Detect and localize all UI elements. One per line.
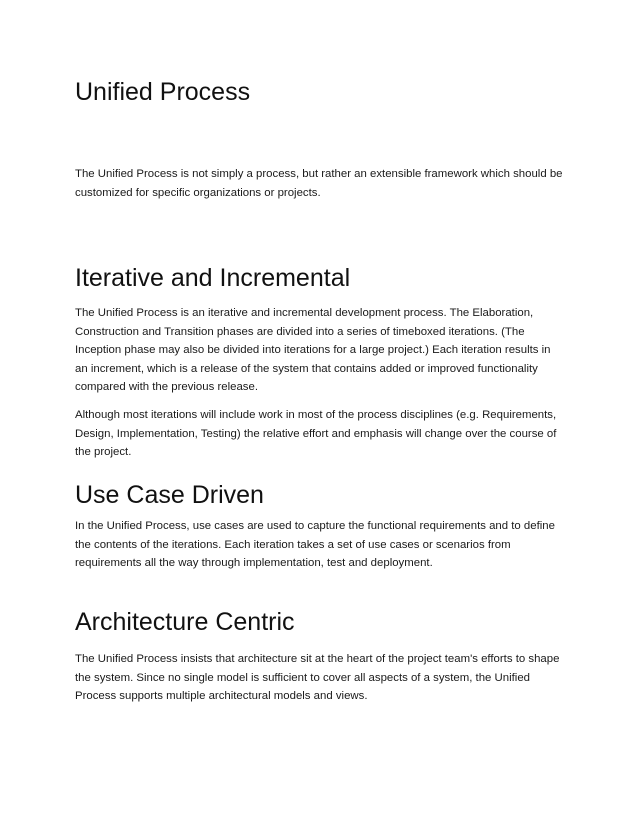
paragraph-iterative-incremental-2: Although most iterations will include work in most of the process disciplines (e.g. Requirements, Design, Implementation, Testing) the relative effort and emphasis will change over the course of the project. [75, 409, 557, 458]
heading-architecture-centric: Architecture Centric [75, 608, 295, 636]
paragraph-use-case-driven: In the Unified Process, use cases are used to capture the functional requirements and to define the contents of the iterations. Each iteration takes a set of use cases or scenarios from requirements all the way through implementation, test and deployment. [75, 520, 555, 569]
heading-unified-process: Unified Process [75, 78, 251, 106]
paragraph-architecture-centric: The Unified Process insists that architecture sit at the heart of the project team's efforts to shape the system. Since no single model is sufficient to cover all aspects of a system, the Unified Process supports multiple architectural models and views. [75, 653, 560, 702]
paragraph-iterative-incremental-1: The Unified Process is an iterative and incremental development process. The Elaboration, Construction and Transition phases are divided into a series of timeboxed iterations. (The Inception phase may also be divided into iterations for a large project.) Each iteration results in an increment, which is a release of the system that contains added or improved functionality compared with the previous release. [75, 307, 551, 393]
paragraph-unified-process: The Unified Process is not simply a process, but rather an extensible framework which should be customized for specific organizations or projects. [75, 168, 563, 199]
heading-use-case-driven: Use Case Driven [75, 481, 264, 509]
heading-iterative-incremental: Iterative and Incremental [75, 264, 351, 292]
